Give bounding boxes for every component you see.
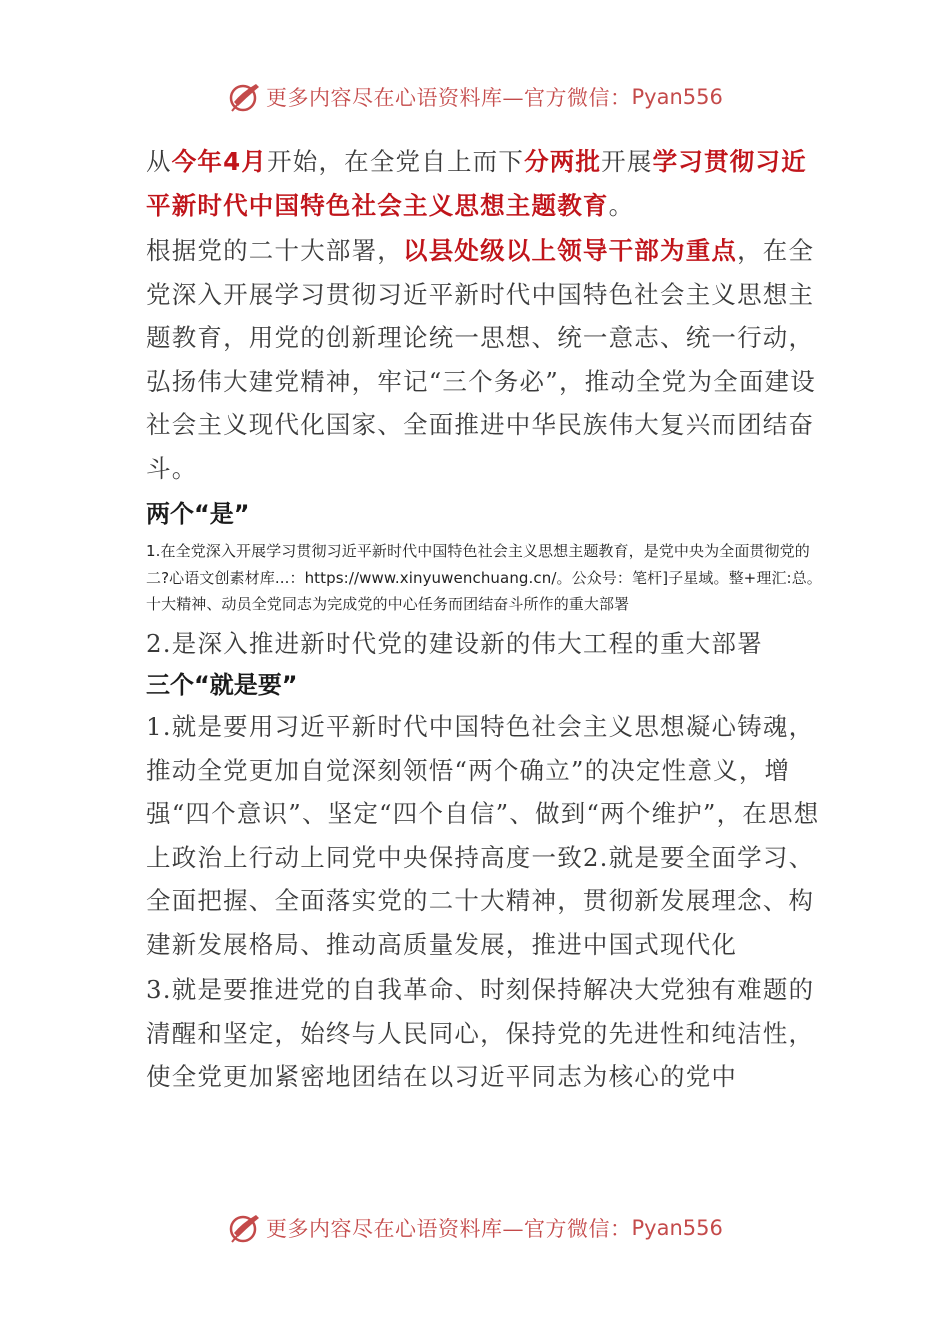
deployment-paragraph: 根据党的二十大部署，以县处级以上领导干部为重点，在全党深入开展学习贯彻习近平新时代中国特色社会主义思想主题教育，用党的创新理论统一思想、统一意志、统一行动，弘扬伟大建党精神，牢记“三个务必”，推动全党为全面建设社会主义现代化国家、全面推进中华民族伟大复兴而团结奋斗。 (146, 236, 816, 483)
banner-text: 更多内容尽在心语资料库—官方微信： (266, 86, 632, 110)
section-heading-two-is: 两个“是” (146, 500, 250, 528)
document-body (146, 140, 826, 1099)
section2-item-1-2: 1.就是要用习近平新时代中国特色社会主义思想凝心铸魂，推动全党更加自觉深刻领悟“两个确立”的决定性意义，增强“四个意识”、坚定“四个自信”、做到“两个维护”，在思想上政治上行动上同党中央保持高度一致2.就是要全面学习、全面把握、全面落实党的二十大精神，贯彻新发展理念、构建新发展格局、推动高质量发展，推进中国式现代化 (146, 712, 820, 959)
pen-logo-icon (228, 1211, 262, 1245)
pen-logo-icon (228, 80, 262, 114)
banner-wechat-id: Pyan556 (631, 85, 723, 109)
intro-paragraph: 从今年4月开始，在全党自上而下分两批开展学习贯彻习近平新时代中国特色社会主义思想主题教育。 (146, 147, 807, 220)
section1-item-1: 1.在全党深入开展学习贯彻习近平新时代中国特色社会主义思想主题教育，是党中央为全面贯彻党的二?心语文创素材库...：https://www.xinyuwenchuang.cn/。公众号：笔杆]子星域。整+理汇:总。十大精神、动员全党同志为完成党的中心任务而团结奋斗所作的重大部署 (146, 542, 822, 613)
section-heading-three-musts: 三个“就是要” (146, 671, 298, 699)
header-banner (228, 80, 723, 114)
banner-wechat-id: Pyan556 (631, 1216, 723, 1240)
section2-item-3: 3.就是要推进党的自我革命、时刻保持解决大党独有难题的清醒和坚定，始终与人民同心，保持党的先进性和纯洁性，使全党更加紧密地团结在以习近平同志为核心的党中 (146, 975, 815, 1091)
banner-text: 更多内容尽在心语资料库—官方微信： (266, 1217, 632, 1241)
section1-item-2: 2.是深入推进新时代党的建设新的伟大工程的重大部署 (146, 628, 763, 658)
footer-banner (228, 1211, 723, 1245)
